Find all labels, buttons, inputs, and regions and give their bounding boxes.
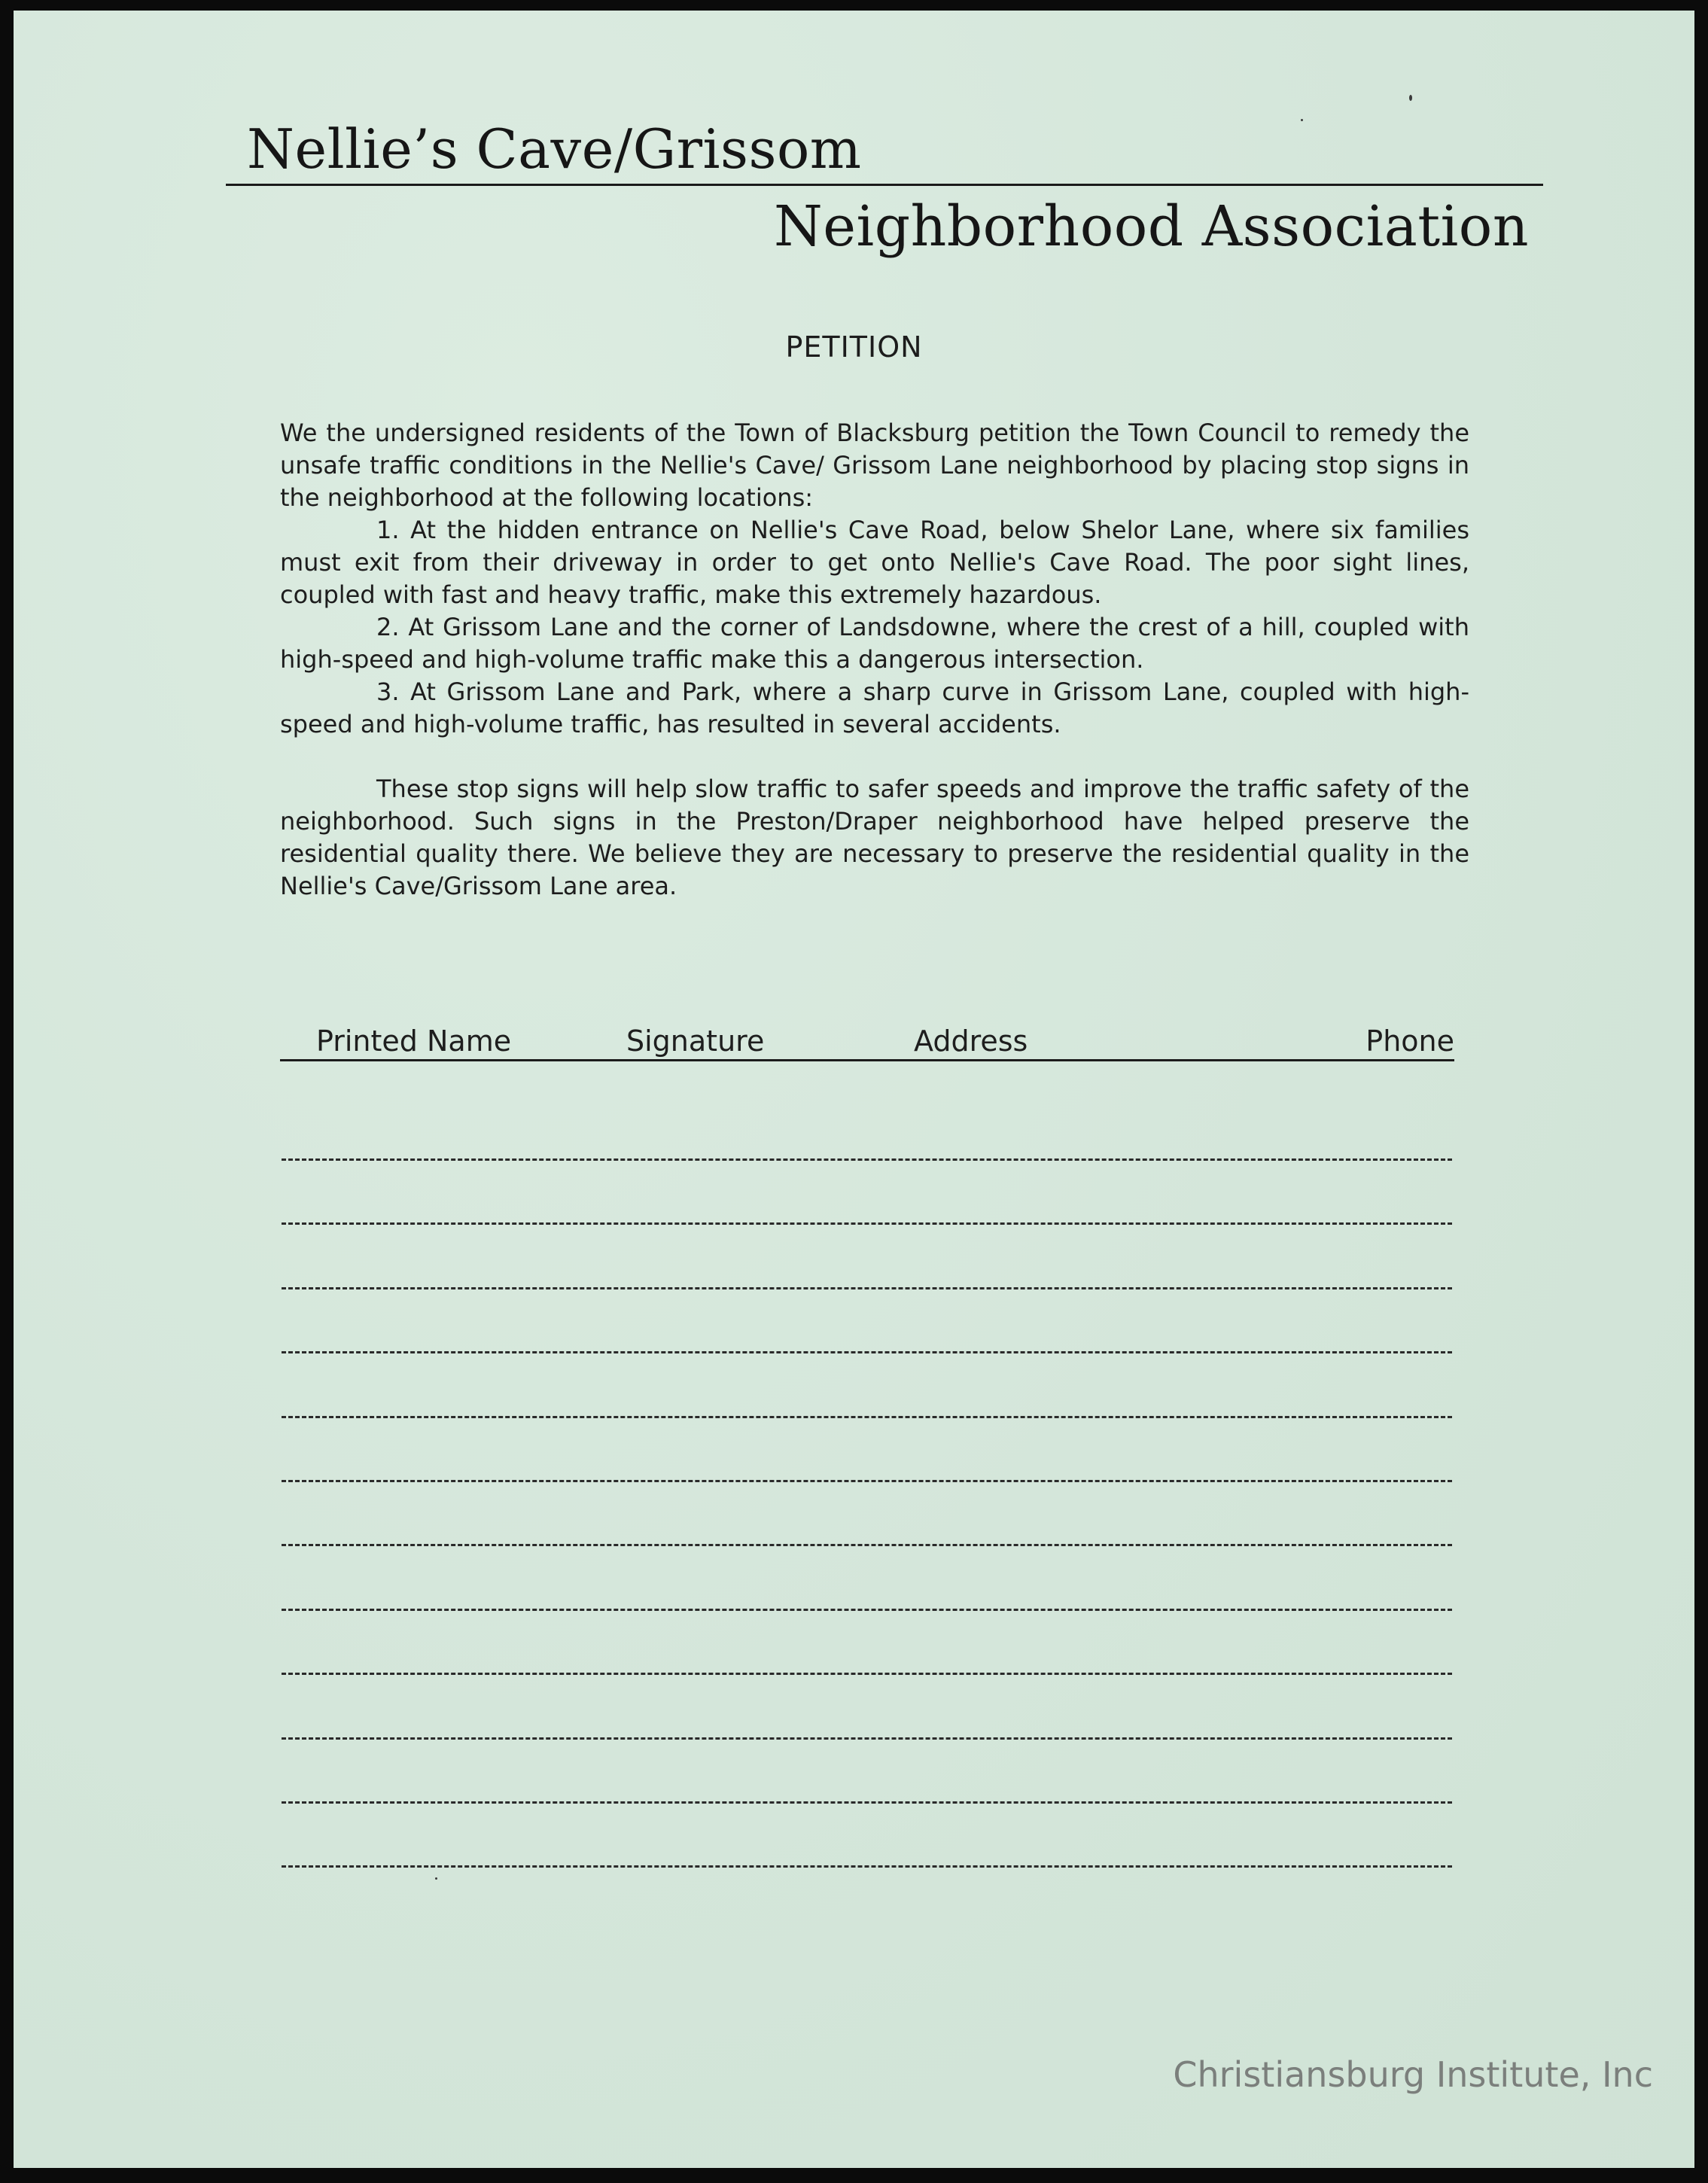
- petition-item-2: 2. At Grissom Lane and the corner of Landsdowne, where the crest of a hill, coupled with high-speed and high-volume traffic make this a dangerous intersection.: [280, 613, 1469, 674]
- signature-row-line: [282, 1544, 1452, 1546]
- watermark-text: Christiansburg Institute, Inc: [1173, 2054, 1653, 2095]
- petition-closing: These stop signs will help slow traffic to safer speeds and improve the traffic safety of the neighborhood. Such signs in the Preston/Draper neighborhood have helped preserve the residential quality there. We believe they are necessary to preserve the residential quality in the Nellie's Cave/Grissom Lane area.: [280, 775, 1469, 900]
- petition-item-3: 3. At Grissom Lane and Park, where a sharp curve in Grissom Lane, coupled with high-speed and high-volume traffic, has resulted in several accidents.: [280, 677, 1469, 738]
- petition-item-1: 1. At the hidden entrance on Nellie's Cave Road, below Shelor Lane, where six families must exit from their driveway in order to get onto Nellie's Cave Road. The poor sight lines, coupled with fast and heavy traffic, make this extremely hazardous.: [280, 516, 1469, 609]
- petition-title: PETITION: [785, 330, 923, 364]
- paper-speck: [1409, 95, 1412, 101]
- petition-page: [14, 11, 1694, 2168]
- signature-row-line: [282, 1351, 1452, 1353]
- signature-row-line: [282, 1222, 1452, 1225]
- signature-row-line: [282, 1609, 1452, 1611]
- paper-speck: [1301, 119, 1303, 121]
- column-signature: Signature: [626, 1025, 765, 1058]
- column-phone: Phone: [1365, 1025, 1454, 1058]
- signature-row-line: [282, 1673, 1452, 1675]
- column-printed-name: Printed Name: [316, 1025, 512, 1058]
- signature-row-line: [282, 1801, 1452, 1804]
- signature-row-line: [282, 1287, 1452, 1289]
- signature-row-line: [282, 1158, 1452, 1161]
- header-rule: [226, 184, 1543, 186]
- signature-row-line: [282, 1865, 1452, 1868]
- signature-row-line: [282, 1480, 1452, 1482]
- petition-body: [280, 417, 1469, 903]
- association-name-line-1: Nellie’s Cave/Grissom: [247, 117, 862, 181]
- association-name-line-2: Neighborhood Association: [774, 194, 1529, 259]
- signature-row-line: [282, 1416, 1452, 1418]
- signature-row-line: [282, 1737, 1452, 1740]
- column-address: Address: [914, 1025, 1028, 1058]
- signature-table-header: [280, 1021, 1454, 1061]
- paper-speck: [435, 1877, 437, 1880]
- petition-intro: We the undersigned residents of the Town of Blacksburg petition the Town Council to remedy the unsafe traffic conditions in the Nellie's Cave/ Grissom Lane neighborhood by placing stop signs in the neighborhood at the following locations:: [280, 419, 1469, 512]
